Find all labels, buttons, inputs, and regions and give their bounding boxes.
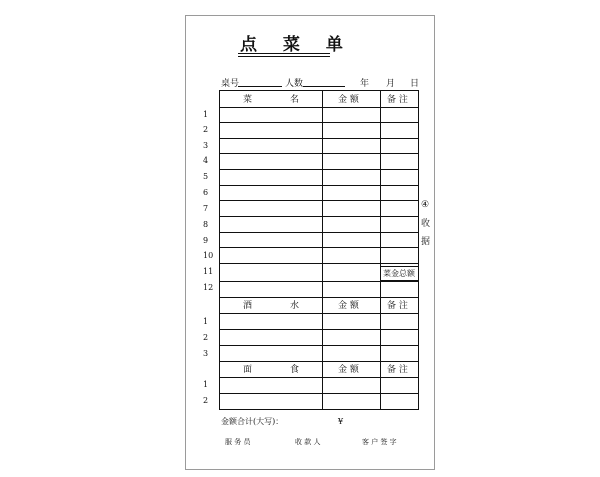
side-receipt-char-2: 据	[421, 237, 431, 247]
staple-note-header: 备 注	[387, 365, 408, 375]
grand-total-label: 金额合计(大写)：	[221, 417, 284, 426]
row-divider	[219, 263, 419, 264]
row-divider	[219, 377, 419, 378]
people-count-field[interactable]	[303, 86, 345, 87]
row-divider	[219, 232, 419, 233]
drink-row-number: 2	[203, 333, 209, 342]
cashier-label: 收 款 人	[295, 438, 321, 446]
row-divider	[219, 393, 419, 394]
dish-row-number: 4	[203, 156, 209, 165]
row-divider	[219, 247, 419, 248]
dish-row-number: 2	[203, 125, 209, 134]
row-divider	[219, 216, 419, 217]
dish-row-number: 5	[203, 172, 209, 181]
people-count-label: 人数	[285, 79, 304, 89]
staple-row-number: 1	[203, 380, 209, 389]
row-divider	[219, 361, 419, 362]
title-underline	[238, 53, 330, 54]
table-number-label: 桌号	[221, 79, 240, 89]
dish-col-header-a: 菜	[243, 95, 253, 105]
drink-amount-header: 金 额	[338, 301, 359, 311]
dish-row-number: 9	[203, 236, 209, 245]
row-divider	[219, 329, 419, 330]
customer-signature-label: 客 户 签 字	[362, 438, 397, 446]
drink-col-header-b: 水	[290, 301, 300, 311]
row-divider	[219, 153, 419, 154]
row-divider	[219, 313, 419, 314]
staple-amount-header: 金 额	[338, 365, 359, 375]
drink-row-number: 3	[203, 349, 209, 358]
dish-row-number: 8	[203, 220, 209, 229]
copy-number-mark: ④	[421, 200, 430, 210]
row-divider	[219, 185, 419, 186]
dish-row-number: 3	[203, 141, 209, 150]
dish-total-label: 菜金总额	[383, 269, 415, 278]
dish-row-number: 10	[203, 251, 214, 260]
month-label: 月	[386, 79, 396, 89]
drink-row-number: 1	[203, 317, 209, 326]
dish-row-number: 7	[203, 204, 209, 213]
table-number-field[interactable]	[238, 86, 282, 87]
dish-row-number: 6	[203, 188, 209, 197]
staple-row-number: 2	[203, 396, 209, 405]
drink-col-header-a: 酒	[243, 301, 253, 311]
dish-col-header-b: 名	[290, 95, 300, 105]
row-divider	[219, 107, 419, 108]
form-title: 点 菜 单	[240, 35, 353, 55]
row-divider	[219, 169, 419, 170]
dish-row-number: 11	[203, 267, 214, 276]
dish-amount-header: 金 额	[338, 95, 359, 105]
drink-note-header: 备 注	[387, 301, 408, 311]
row-divider	[219, 122, 419, 123]
dish-row-number: 1	[203, 110, 209, 119]
year-label: 年	[360, 79, 370, 89]
row-divider	[219, 297, 419, 298]
row-divider	[219, 345, 419, 346]
dish-row-number: 12	[203, 283, 214, 292]
currency-symbol: ¥	[338, 417, 344, 426]
row-divider	[219, 200, 419, 201]
title-underline-2	[238, 56, 330, 57]
staple-col-header-a: 面	[243, 365, 253, 375]
waiter-label: 服 务 员	[225, 438, 251, 446]
staple-col-header-b: 食	[290, 365, 300, 375]
dish-note-header: 备 注	[387, 95, 408, 105]
side-receipt-char-1: 收	[421, 219, 431, 229]
row-divider	[219, 138, 419, 139]
row-divider	[219, 281, 419, 282]
day-label: 日	[410, 79, 420, 89]
